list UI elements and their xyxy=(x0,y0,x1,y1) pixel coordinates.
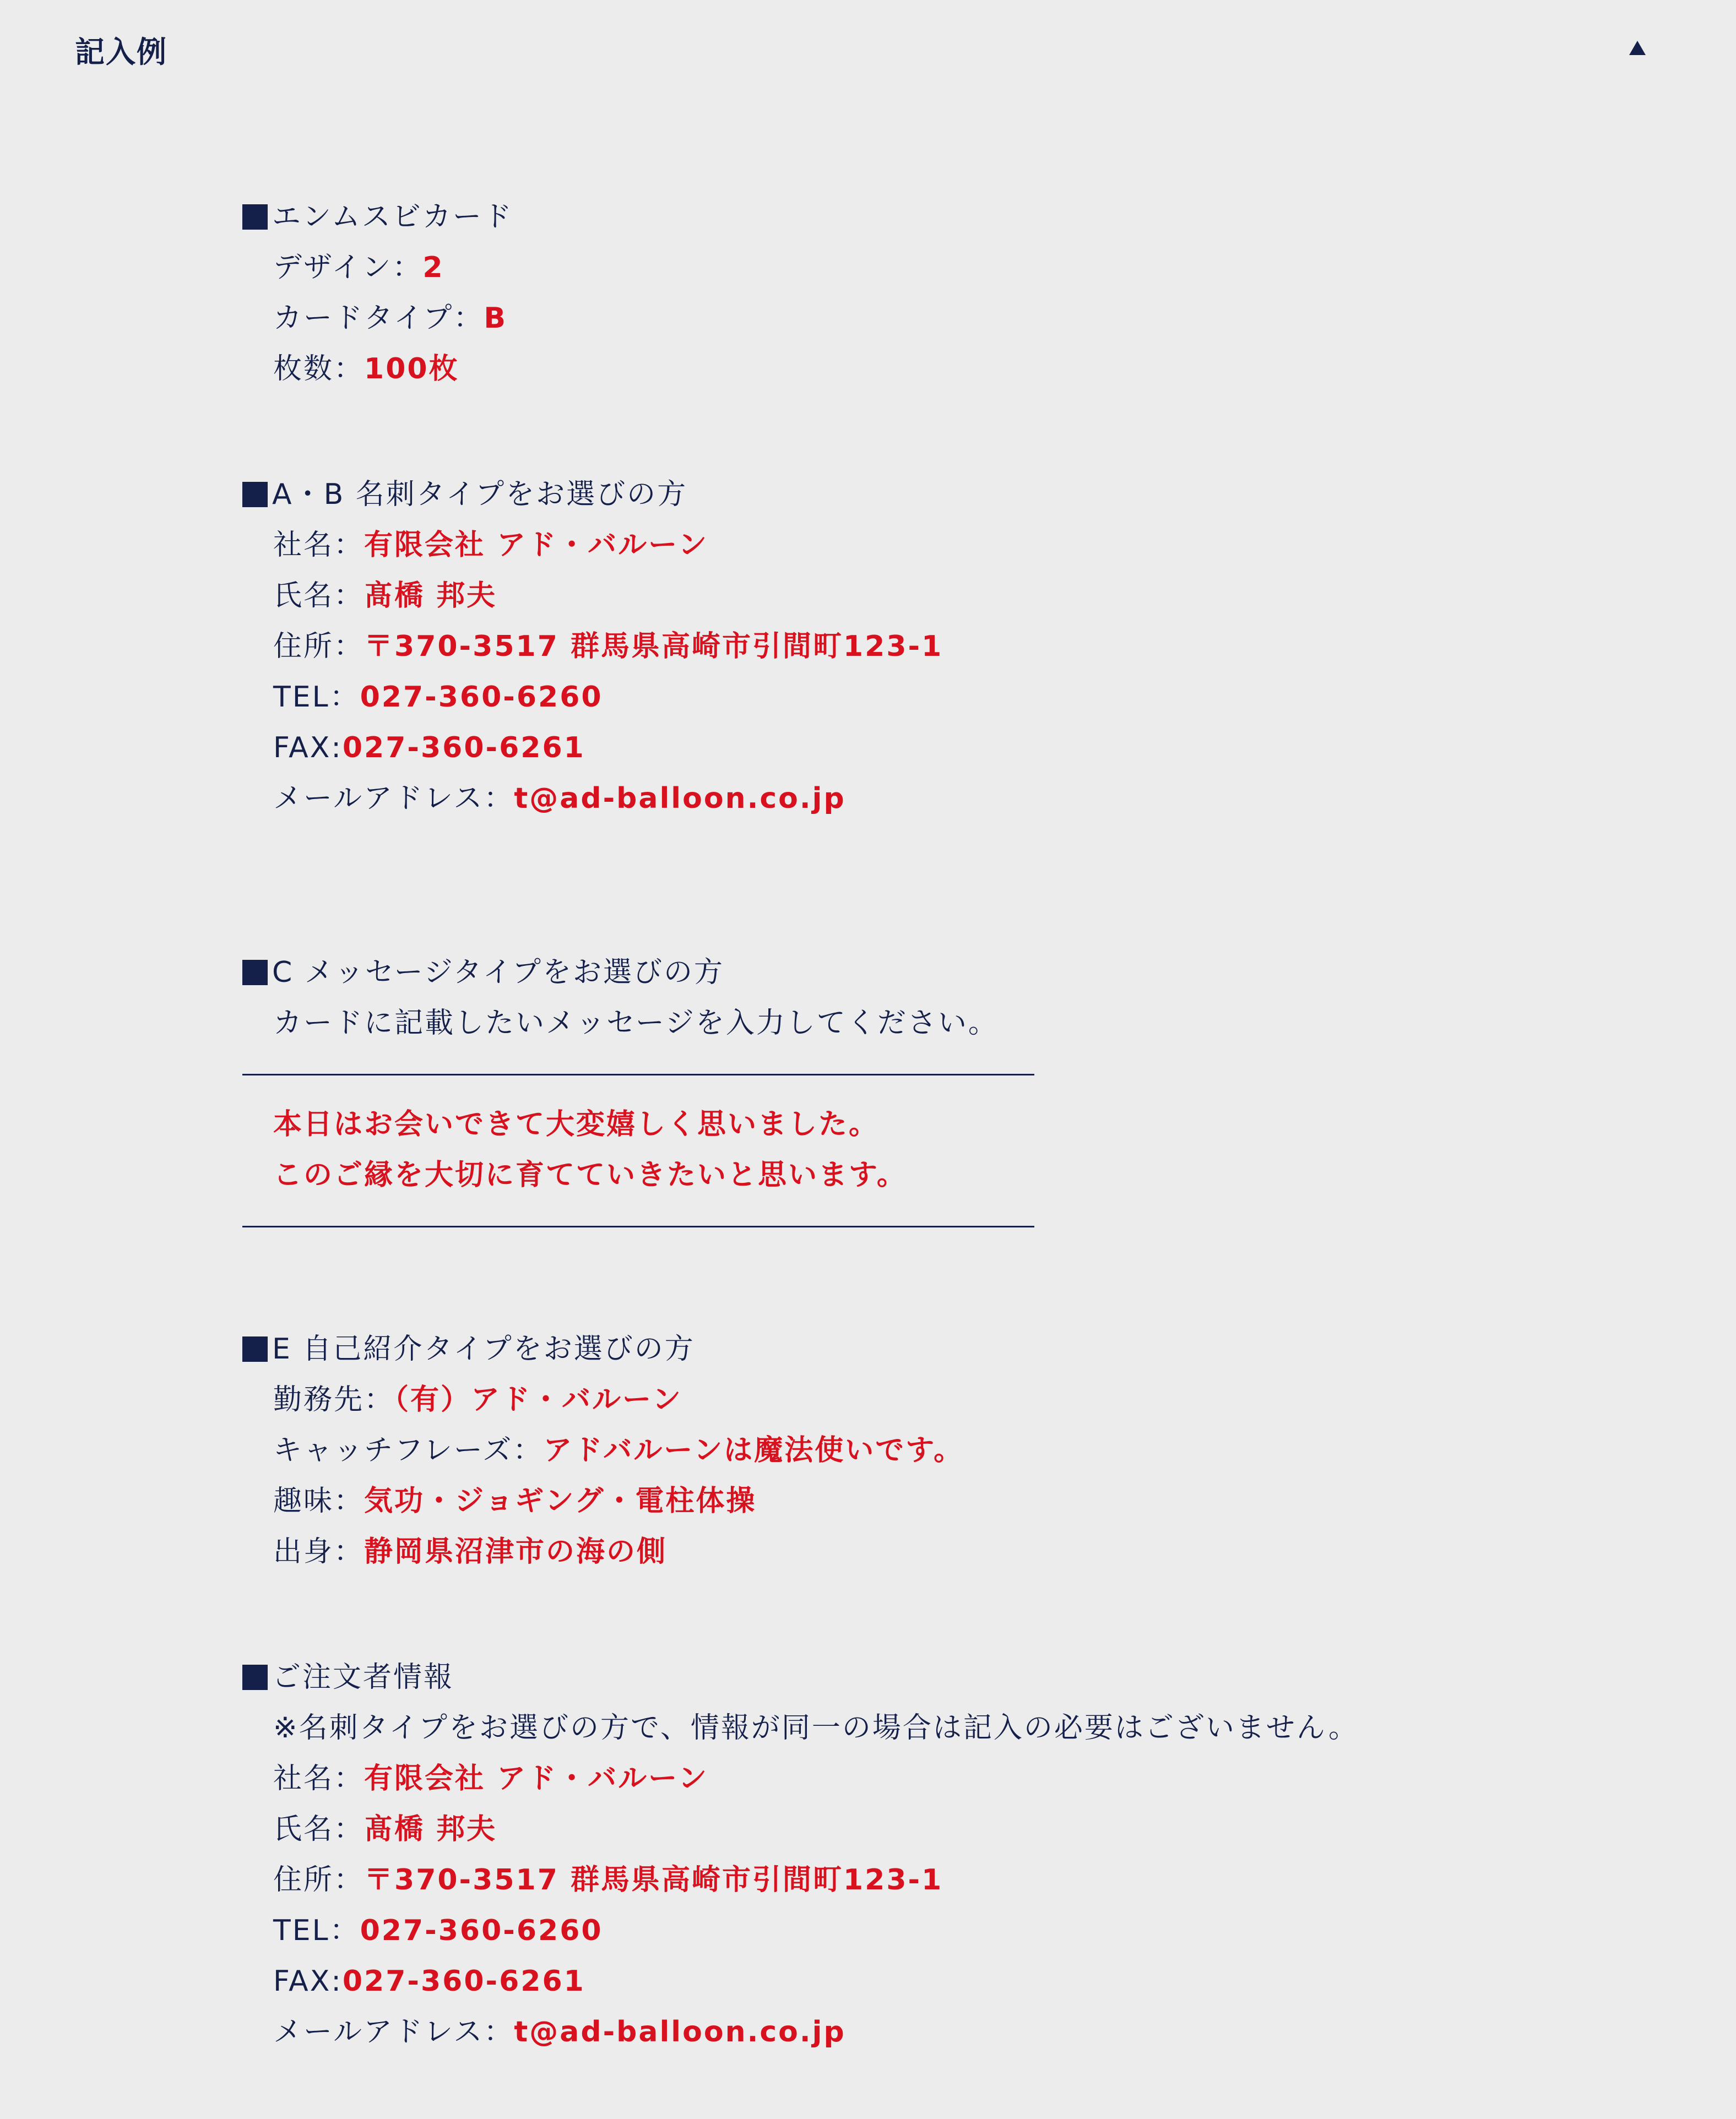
field-value: t@ad-balloon.co.jp xyxy=(514,2015,846,2049)
square-bullet-icon xyxy=(242,960,268,985)
square-bullet-icon xyxy=(242,204,268,230)
field-label: 住所： xyxy=(273,1863,365,1897)
field-label: デザイン： xyxy=(273,251,423,284)
section-message-type xyxy=(242,947,1674,1251)
field-value: 027-360-6260 xyxy=(360,681,603,714)
field-value: 027-360-6260 xyxy=(360,1914,603,1947)
panel-title: 記入例 xyxy=(75,35,167,69)
field-value: 髙橋 邦夫 xyxy=(364,579,497,612)
field-value: B xyxy=(484,302,508,335)
field-row-workplace xyxy=(242,1374,1674,1425)
section-heading xyxy=(242,469,1674,520)
section-self-intro-type xyxy=(242,1324,1674,1577)
section-heading-text: A・B 名刺タイプをお選びの方 xyxy=(272,478,688,511)
field-label: 勤務先： xyxy=(273,1383,395,1416)
field-value: 有限会社 アド・バルーン xyxy=(364,1762,709,1795)
field-label: 趣味： xyxy=(273,1485,365,1518)
field-label: 出身： xyxy=(273,1535,365,1568)
section-orderer-info xyxy=(242,1652,1674,2057)
field-value: 027-360-6261 xyxy=(342,731,585,764)
section-heading xyxy=(242,1652,1674,1703)
divider xyxy=(242,1048,1674,1099)
divider xyxy=(242,1200,1674,1251)
field-label: TEL： xyxy=(273,681,360,714)
field-label: メールアドレス： xyxy=(273,782,514,815)
field-value: 2 xyxy=(422,251,444,284)
field-row-tel xyxy=(242,672,1674,722)
field-value: 静岡県沼津市の海の側 xyxy=(364,1535,668,1568)
section-card xyxy=(242,192,1674,394)
message-line: このご縁を大切に育てていきたいと思います。 xyxy=(273,1159,907,1192)
field-row-email xyxy=(242,2007,1674,2057)
field-label: 氏名： xyxy=(273,579,365,612)
field-value: アドバルーンは魔法使いです。 xyxy=(543,1434,964,1467)
accordion-header[interactable] xyxy=(0,0,1736,99)
field-label: TEL： xyxy=(273,1914,360,1947)
field-label: FAX: xyxy=(273,1965,343,1998)
section-business-card-type xyxy=(242,469,1674,824)
section-heading xyxy=(242,1324,1674,1374)
message-line: 本日はお会いできて大変嬉しく思いました。 xyxy=(273,1108,880,1141)
field-label: 社名： xyxy=(273,529,365,562)
triangle-up-icon xyxy=(1624,34,1651,62)
square-bullet-icon xyxy=(242,1336,268,1362)
field-label: キャッチフレーズ： xyxy=(273,1434,544,1467)
collapse-toggle-button[interactable] xyxy=(1624,34,1651,62)
field-value: t@ad-balloon.co.jp xyxy=(514,782,846,815)
field-row-name xyxy=(242,1804,1674,1855)
section-heading-text: C メッセージタイプをお選びの方 xyxy=(272,956,725,989)
field-row-fax xyxy=(242,722,1674,773)
field-row-design xyxy=(242,242,1674,293)
field-row-address xyxy=(242,621,1674,672)
field-row-name xyxy=(242,570,1674,621)
field-label: 枚数： xyxy=(273,352,365,385)
field-row-hobby xyxy=(242,1476,1674,1526)
field-label: カードタイプ： xyxy=(273,302,484,335)
field-row-card-type xyxy=(242,293,1674,344)
field-value: 有限会社 アド・バルーン xyxy=(364,529,709,562)
field-row-company xyxy=(242,520,1674,570)
field-value: 027-360-6261 xyxy=(342,1965,585,1998)
section-heading xyxy=(242,192,1674,242)
field-row-fax xyxy=(242,1956,1674,2007)
section-heading-text: E 自己紹介タイプをお選びの方 xyxy=(272,1333,695,1366)
section-heading-text: ご注文者情報 xyxy=(272,1661,454,1694)
field-row-hometown xyxy=(242,1526,1674,1577)
message-instruction: カードに記載したいメッセージを入力してください。 xyxy=(273,1007,999,1040)
field-row-address xyxy=(242,1855,1674,1905)
field-row-company xyxy=(242,1753,1674,1804)
field-value: （有）アド・バルーン xyxy=(394,1383,682,1416)
field-value: 100枚 xyxy=(364,352,459,385)
field-label: FAX: xyxy=(273,731,343,764)
field-value: 髙橋 邦夫 xyxy=(364,1813,497,1846)
field-value: 〒370-3517 群馬県高崎市引間町123-1 xyxy=(364,630,943,663)
section-heading-text: エンムスビカード xyxy=(272,200,513,233)
example-content xyxy=(242,192,1674,2057)
field-row-email xyxy=(242,773,1674,824)
field-row-catchphrase xyxy=(242,1425,1674,1476)
field-label: 氏名： xyxy=(273,1813,365,1846)
field-row-tel xyxy=(242,1905,1674,1956)
section-heading xyxy=(242,947,1674,998)
field-value: 気功・ジョギング・電柱体操 xyxy=(364,1485,757,1518)
field-value: 〒370-3517 群馬県高崎市引間町123-1 xyxy=(364,1863,943,1897)
field-label: 社名： xyxy=(273,1762,365,1795)
orderer-note: ※名刺タイプをお選びの方で、情報が同一の場合は記入の必要はございません。 xyxy=(273,1712,1359,1745)
square-bullet-icon xyxy=(242,482,268,507)
square-bullet-icon xyxy=(242,1665,268,1690)
field-label: メールアドレス： xyxy=(273,2015,514,2049)
field-label: 住所： xyxy=(273,630,365,663)
field-row-quantity xyxy=(242,344,1674,394)
